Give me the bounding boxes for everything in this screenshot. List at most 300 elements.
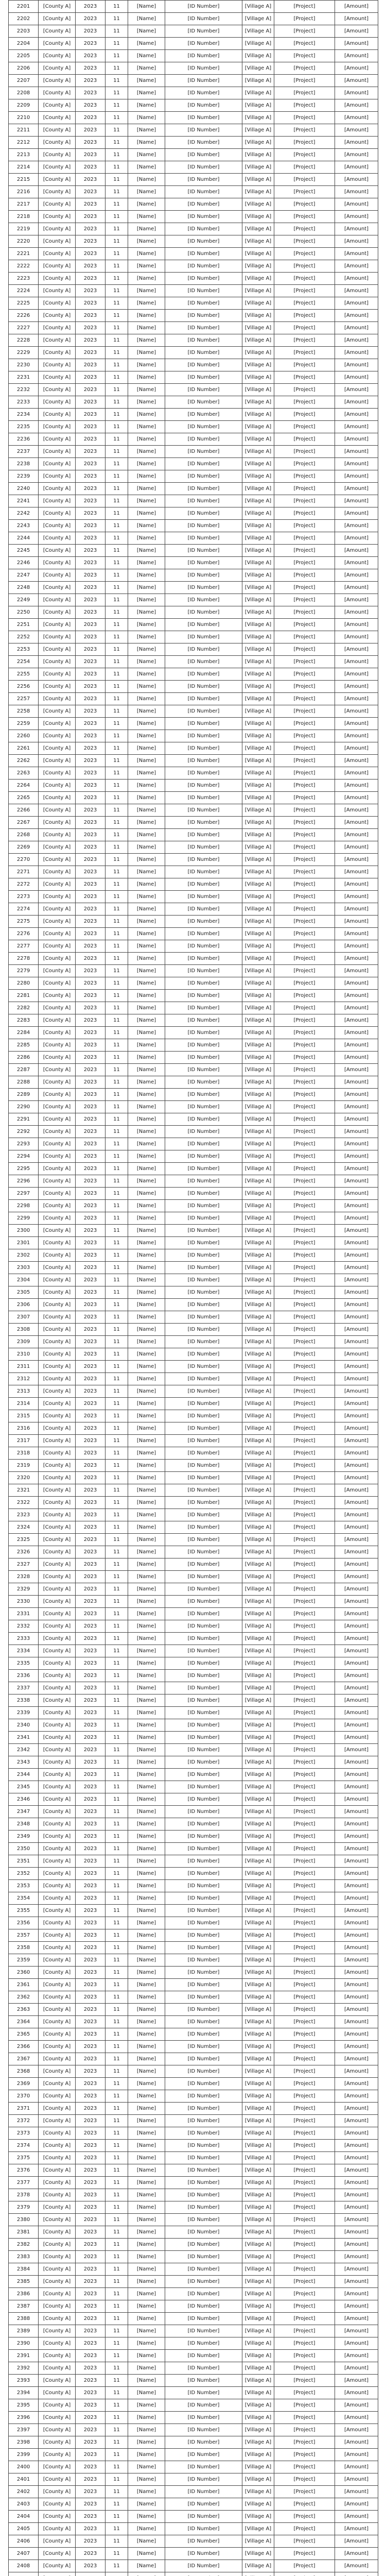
- amount-cell: [Amount]: [335, 2127, 378, 2140]
- year-cell: 2023: [76, 396, 106, 409]
- county-name-cell: [County A]: [39, 866, 76, 878]
- person-name-cell: [Name]: [128, 1027, 165, 1039]
- table-row: [9, 112, 378, 124]
- year-cell: 2023: [76, 2214, 106, 2226]
- village-name-cell: [Village A]: [242, 1249, 274, 1262]
- year-cell: 2023: [76, 2473, 106, 2486]
- year-cell: [76, 2572, 106, 2576]
- batch-cell: 11: [106, 2016, 128, 2028]
- batch-cell: 11: [106, 1497, 128, 1509]
- county-name-cell: [County A]: [39, 2350, 76, 2362]
- county-name-cell: [County A]: [39, 1521, 76, 1534]
- table-row: [9, 1806, 378, 1818]
- batch-cell: 11: [106, 112, 128, 124]
- id-number-cell: [ID Number]: [165, 50, 242, 62]
- year-cell: 2023: [76, 1484, 106, 1497]
- batch-cell: 11: [106, 520, 128, 532]
- row-number-cell: 2361: [9, 1979, 39, 1991]
- project-name-cell: [Project]: [274, 2288, 335, 2300]
- batch-cell: 11: [106, 1892, 128, 1905]
- row-number-cell: 2333: [9, 1633, 39, 1645]
- batch-cell: 11: [106, 1064, 128, 1076]
- row-number-cell: 2350: [9, 1843, 39, 1855]
- person-name-cell: [Name]: [128, 310, 165, 322]
- county-name-cell: [County A]: [39, 1175, 76, 1188]
- person-name-cell: [Name]: [128, 174, 165, 186]
- village-name-cell: [Village A]: [242, 2127, 274, 2140]
- person-name-cell: [Name]: [128, 619, 165, 631]
- amount-cell: [Amount]: [335, 495, 378, 507]
- amount-cell: [Amount]: [335, 2103, 378, 2115]
- batch-cell: 11: [106, 2300, 128, 2313]
- person-name-cell: [Name]: [128, 1422, 165, 1435]
- project-name-cell: [Project]: [274, 1818, 335, 1831]
- village-name-cell: [Village A]: [242, 297, 274, 310]
- village-name-cell: [Village A]: [242, 273, 274, 285]
- project-name-cell: [Project]: [274, 2263, 335, 2276]
- year-cell: 2023: [76, 878, 106, 891]
- table-row: [9, 1979, 378, 1991]
- row-number-cell: 2214: [9, 161, 39, 174]
- project-name-cell: [Project]: [274, 1472, 335, 1484]
- person-name-cell: [Name]: [128, 2486, 165, 2498]
- id-number-cell: [ID Number]: [165, 2004, 242, 2016]
- county-name-cell: [County A]: [39, 1435, 76, 1447]
- county-name-cell: [County A]: [39, 1954, 76, 1967]
- batch-cell: 11: [106, 2115, 128, 2127]
- year-cell: 2023: [76, 2449, 106, 2461]
- id-number-cell: [ID Number]: [165, 1546, 242, 1558]
- batch-cell: 11: [106, 804, 128, 817]
- project-name-cell: [Project]: [274, 953, 335, 965]
- county-name-cell: [County A]: [39, 1583, 76, 1596]
- amount-cell: [Amount]: [335, 1806, 378, 1818]
- county-name-cell: [County A]: [39, 965, 76, 977]
- person-name-cell: [Name]: [128, 928, 165, 940]
- person-name-cell: [Name]: [128, 2548, 165, 2560]
- amount-cell: [Amount]: [335, 446, 378, 458]
- project-name-cell: [Project]: [274, 1571, 335, 1583]
- batch-cell: 11: [106, 841, 128, 854]
- amount-cell: [Amount]: [335, 273, 378, 285]
- amount-cell: [Amount]: [335, 693, 378, 705]
- village-name-cell: [Village A]: [242, 916, 274, 928]
- project-name-cell: [Project]: [274, 2004, 335, 2016]
- county-name-cell: [County A]: [39, 149, 76, 161]
- id-number-cell: [ID Number]: [165, 1447, 242, 1460]
- village-name-cell: [Village A]: [242, 779, 274, 792]
- county-name-cell: [County A]: [39, 359, 76, 371]
- county-name-cell: [County A]: [39, 297, 76, 310]
- project-name-cell: [Project]: [274, 606, 335, 619]
- project-name-cell: [Project]: [274, 1336, 335, 1348]
- amount-cell: [Amount]: [335, 916, 378, 928]
- row-number-cell: 2342: [9, 1744, 39, 1756]
- table-row: [9, 2313, 378, 2325]
- table-row: [9, 804, 378, 817]
- amount-cell: [Amount]: [335, 260, 378, 273]
- row-number-cell: 2408: [9, 2560, 39, 2572]
- person-name-cell: [Name]: [128, 1979, 165, 1991]
- table-row: [9, 2226, 378, 2239]
- amount-cell: [Amount]: [335, 953, 378, 965]
- person-name-cell: [Name]: [128, 1484, 165, 1497]
- amount-cell: [Amount]: [335, 396, 378, 409]
- batch-cell: 11: [106, 557, 128, 569]
- person-name-cell: [Name]: [128, 161, 165, 174]
- batch-cell: 11: [106, 755, 128, 767]
- village-name-cell: [Village A]: [242, 38, 274, 50]
- row-number-cell: 2273: [9, 891, 39, 903]
- table-row: [9, 1744, 378, 1756]
- table-row: [9, 916, 378, 928]
- batch-cell: 11: [106, 2288, 128, 2300]
- year-cell: 2023: [76, 2424, 106, 2436]
- county-name-cell: [County A]: [39, 1497, 76, 1509]
- batch-cell: 11: [106, 458, 128, 470]
- project-name-cell: [Project]: [274, 2523, 335, 2535]
- batch-cell: 11: [106, 1868, 128, 1880]
- project-name-cell: [Project]: [274, 1113, 335, 1126]
- year-cell: 2023: [76, 2028, 106, 2041]
- batch-cell: 11: [106, 371, 128, 384]
- village-name-cell: [Village A]: [242, 384, 274, 396]
- table-row: [9, 421, 378, 433]
- row-number-cell: 2259: [9, 718, 39, 730]
- year-cell: 2023: [76, 2337, 106, 2350]
- project-name-cell: [Project]: [274, 817, 335, 829]
- batch-cell: 11: [106, 2140, 128, 2152]
- row-number-cell: 2210: [9, 112, 39, 124]
- year-cell: 2023: [76, 1249, 106, 1262]
- village-name-cell: [Village A]: [242, 854, 274, 866]
- project-name-cell: [Project]: [274, 532, 335, 545]
- amount-cell: [Amount]: [335, 1818, 378, 1831]
- amount-cell: [Amount]: [335, 928, 378, 940]
- county-name-cell: [County A]: [39, 2103, 76, 2115]
- id-number-cell: [ID Number]: [165, 2214, 242, 2226]
- id-number-cell: [ID Number]: [165, 1188, 242, 1200]
- row-number-cell: 2292: [9, 1126, 39, 1138]
- row-number-cell: 2277: [9, 940, 39, 953]
- person-name-cell: [Name]: [128, 1917, 165, 1929]
- village-name-cell: [242, 2572, 274, 2576]
- project-name-cell: [Project]: [274, 2103, 335, 2115]
- row-number-cell: 2344: [9, 1769, 39, 1781]
- row-number-cell: 2330: [9, 1596, 39, 1608]
- project-name-cell: [Project]: [274, 2041, 335, 2053]
- row-number-cell: 2372: [9, 2115, 39, 2127]
- person-name-cell: [Name]: [128, 13, 165, 25]
- row-number-cell: 2222: [9, 260, 39, 273]
- person-name-cell: [Name]: [128, 1311, 165, 1324]
- row-number-cell: 2237: [9, 446, 39, 458]
- amount-cell: [Amount]: [335, 977, 378, 990]
- village-name-cell: [Village A]: [242, 1126, 274, 1138]
- county-name-cell: [County A]: [39, 1620, 76, 1633]
- amount-cell: [Amount]: [335, 2313, 378, 2325]
- person-name-cell: [Name]: [128, 507, 165, 520]
- person-name-cell: [Name]: [128, 742, 165, 755]
- county-name-cell: [County A]: [39, 1694, 76, 1707]
- table-row: [9, 681, 378, 693]
- county-name-cell: [County A]: [39, 1150, 76, 1163]
- year-cell: 2023: [76, 1694, 106, 1707]
- county-name-cell: [County A]: [39, 1744, 76, 1756]
- id-number-cell: [ID Number]: [165, 1818, 242, 1831]
- person-name-cell: [Name]: [128, 248, 165, 260]
- table-row: [9, 50, 378, 62]
- row-number-cell: 2356: [9, 1917, 39, 1929]
- table-row: [9, 2065, 378, 2078]
- person-name-cell: [Name]: [128, 421, 165, 433]
- id-number-cell: [ID Number]: [165, 1571, 242, 1583]
- village-name-cell: [Village A]: [242, 977, 274, 990]
- id-number-cell: [ID Number]: [165, 940, 242, 953]
- row-number-cell: 2241: [9, 495, 39, 507]
- year-cell: 2023: [76, 606, 106, 619]
- project-name-cell: [Project]: [274, 421, 335, 433]
- county-name-cell: [County A]: [39, 1571, 76, 1583]
- amount-cell: [Amount]: [335, 668, 378, 681]
- year-cell: 2023: [76, 1497, 106, 1509]
- project-name-cell: [Project]: [274, 1076, 335, 1089]
- table-row: [9, 1324, 378, 1336]
- county-name-cell: [County A]: [39, 310, 76, 322]
- batch-cell: 11: [106, 2239, 128, 2251]
- row-number-cell: 2386: [9, 2288, 39, 2300]
- village-name-cell: [Village A]: [242, 2065, 274, 2078]
- id-number-cell: [ID Number]: [165, 631, 242, 643]
- year-cell: 2023: [76, 347, 106, 359]
- year-cell: 2023: [76, 2548, 106, 2560]
- batch-cell: 11: [106, 1682, 128, 1694]
- batch-cell: 11: [106, 2399, 128, 2412]
- id-number-cell: [ID Number]: [165, 13, 242, 25]
- county-name-cell: [County A]: [39, 1002, 76, 1014]
- project-name-cell: [Project]: [274, 2115, 335, 2127]
- row-number-cell: 2283: [9, 1014, 39, 1027]
- project-name-cell: [Project]: [274, 1546, 335, 1558]
- person-name-cell: [Name]: [128, 755, 165, 767]
- county-name-cell: [County A]: [39, 2016, 76, 2028]
- project-name-cell: [Project]: [274, 2053, 335, 2065]
- person-name-cell: [Name]: [128, 891, 165, 903]
- id-number-cell: [ID Number]: [165, 495, 242, 507]
- county-name-cell: [County A]: [39, 2300, 76, 2313]
- batch-cell: 11: [106, 1744, 128, 1756]
- amount-cell: [Amount]: [335, 1249, 378, 1262]
- year-cell: 2023: [76, 569, 106, 582]
- table-row: [9, 285, 378, 297]
- village-name-cell: [Village A]: [242, 1645, 274, 1657]
- project-name-cell: [Project]: [274, 371, 335, 384]
- project-name-cell: [Project]: [274, 594, 335, 606]
- village-name-cell: [Village A]: [242, 1657, 274, 1670]
- project-name-cell: [Project]: [274, 260, 335, 273]
- year-cell: 2023: [76, 2140, 106, 2152]
- row-number-cell: 2354: [9, 1892, 39, 1905]
- year-cell: 2023: [76, 124, 106, 137]
- village-name-cell: [Village A]: [242, 458, 274, 470]
- person-name-cell: [Name]: [128, 2028, 165, 2041]
- row-number-cell: 2375: [9, 2152, 39, 2164]
- batch-cell: 11: [106, 1126, 128, 1138]
- county-name-cell: [County A]: [39, 13, 76, 25]
- batch-cell: 11: [106, 124, 128, 137]
- row-number-cell: 2254: [9, 656, 39, 668]
- project-name-cell: [Project]: [274, 2387, 335, 2399]
- amount-cell: [Amount]: [335, 2226, 378, 2239]
- person-name-cell: [Name]: [128, 1200, 165, 1212]
- amount-cell: [Amount]: [335, 1979, 378, 1991]
- batch-cell: 11: [106, 50, 128, 62]
- year-cell: 2023: [76, 1608, 106, 1620]
- project-name-cell: [Project]: [274, 1274, 335, 1286]
- row-number-cell: 2312: [9, 1373, 39, 1385]
- village-name-cell: [Village A]: [242, 2412, 274, 2424]
- row-number-cell: 2352: [9, 1868, 39, 1880]
- amount-cell: [Amount]: [335, 1484, 378, 1497]
- county-name-cell: [County A]: [39, 1262, 76, 1274]
- person-name-cell: [Name]: [128, 1014, 165, 1027]
- person-name-cell: [Name]: [128, 1831, 165, 1843]
- row-number-cell: 2394: [9, 2387, 39, 2399]
- project-name-cell: [Project]: [274, 235, 335, 248]
- project-name-cell: [Project]: [274, 792, 335, 804]
- project-name-cell: [Project]: [274, 2473, 335, 2486]
- county-name-cell: [County A]: [39, 1991, 76, 2004]
- table-row: [9, 149, 378, 161]
- id-number-cell: [ID Number]: [165, 1583, 242, 1596]
- county-name-cell: [County A]: [39, 1089, 76, 1101]
- table-row: [9, 260, 378, 273]
- id-number-cell: [ID Number]: [165, 2078, 242, 2090]
- year-cell: 2023: [76, 928, 106, 940]
- project-name-cell: [Project]: [274, 779, 335, 792]
- table-row: [9, 2152, 378, 2164]
- id-number-cell: [ID Number]: [165, 742, 242, 755]
- amount-cell: [Amount]: [335, 334, 378, 347]
- row-number-cell: 2362: [9, 1991, 39, 2004]
- row-number-cell: 2275: [9, 916, 39, 928]
- village-name-cell: [Village A]: [242, 730, 274, 742]
- person-name-cell: [Name]: [128, 2449, 165, 2461]
- table-row: [9, 1509, 378, 1521]
- amount-cell: [Amount]: [335, 1262, 378, 1274]
- county-name-cell: [County A]: [39, 75, 76, 87]
- year-cell: 2023: [76, 1014, 106, 1027]
- project-name-cell: [Project]: [274, 1645, 335, 1657]
- person-name-cell: [Name]: [128, 2300, 165, 2313]
- batch-cell: 11: [106, 1769, 128, 1781]
- row-number-cell: 2310: [9, 1348, 39, 1361]
- id-number-cell: [ID Number]: [165, 545, 242, 557]
- village-name-cell: [Village A]: [242, 75, 274, 87]
- person-name-cell: [Name]: [128, 1175, 165, 1188]
- village-name-cell: [Village A]: [242, 1682, 274, 1694]
- row-number-cell: 2396: [9, 2412, 39, 2424]
- amount-cell: [Amount]: [335, 1014, 378, 1027]
- project-name-cell: [Project]: [274, 470, 335, 483]
- project-name-cell: [Project]: [274, 2424, 335, 2436]
- id-number-cell: [ID Number]: [165, 2412, 242, 2424]
- id-number-cell: [ID Number]: [165, 1286, 242, 1299]
- project-name-cell: [Project]: [274, 854, 335, 866]
- row-number-cell: 2398: [9, 2436, 39, 2449]
- project-name-cell: [Project]: [274, 1707, 335, 1719]
- table-row: [9, 1694, 378, 1707]
- row-number-cell: 2306: [9, 1299, 39, 1311]
- county-name-cell: [County A]: [39, 50, 76, 62]
- table-row: [9, 779, 378, 792]
- batch-cell: 11: [106, 2548, 128, 2560]
- batch-cell: 11: [106, 1967, 128, 1979]
- row-number-cell: 2288: [9, 1076, 39, 1089]
- person-name-cell: [Name]: [128, 2004, 165, 2016]
- county-name-cell: [County A]: [39, 656, 76, 668]
- person-name-cell: [Name]: [128, 186, 165, 198]
- county-name-cell: [County A]: [39, 2473, 76, 2486]
- row-number-cell: 2391: [9, 2350, 39, 2362]
- amount-cell: [Amount]: [335, 1052, 378, 1064]
- row-number-cell: 2229: [9, 347, 39, 359]
- amount-cell: [Amount]: [335, 149, 378, 161]
- table-row: [9, 75, 378, 87]
- table-row: [9, 124, 378, 137]
- project-name-cell: [Project]: [274, 99, 335, 112]
- id-number-cell: [ID Number]: [165, 891, 242, 903]
- person-name-cell: [Name]: [128, 1546, 165, 1558]
- year-cell: 2023: [76, 2090, 106, 2103]
- batch-cell: 11: [106, 1027, 128, 1039]
- village-name-cell: [Village A]: [242, 2103, 274, 2115]
- id-number-cell: [ID Number]: [165, 2473, 242, 2486]
- id-number-cell: [ID Number]: [165, 2300, 242, 2313]
- county-name-cell: [County A]: [39, 1027, 76, 1039]
- id-number-cell: [ID Number]: [165, 409, 242, 421]
- person-name-cell: [Name]: [128, 545, 165, 557]
- row-number-cell: 2233: [9, 396, 39, 409]
- batch-cell: 11: [106, 1212, 128, 1225]
- project-name-cell: [Project]: [274, 1039, 335, 1052]
- person-name-cell: [Name]: [128, 2263, 165, 2276]
- project-name-cell: [Project]: [274, 13, 335, 25]
- project-name-cell: [Project]: [274, 1422, 335, 1435]
- row-number-cell: 2212: [9, 137, 39, 149]
- project-name-cell: [Project]: [274, 2276, 335, 2288]
- year-cell: 2023: [76, 1348, 106, 1361]
- village-name-cell: [Village A]: [242, 1101, 274, 1113]
- village-name-cell: [Village A]: [242, 2115, 274, 2127]
- row-number-cell: 2314: [9, 1398, 39, 1410]
- person-name-cell: [Name]: [128, 409, 165, 421]
- year-cell: 2023: [76, 2313, 106, 2325]
- year-cell: 2023: [76, 1472, 106, 1484]
- project-name-cell: [Project]: [274, 1249, 335, 1262]
- county-name-cell: [County A]: [39, 953, 76, 965]
- amount-cell: [Amount]: [335, 2239, 378, 2251]
- batch-cell: 11: [106, 1200, 128, 1212]
- county-name-cell: [County A]: [39, 742, 76, 755]
- year-cell: 2023: [76, 446, 106, 458]
- year-cell: 2023: [76, 990, 106, 1002]
- year-cell: 2023: [76, 421, 106, 433]
- county-name-cell: [County A]: [39, 557, 76, 569]
- project-name-cell: [Project]: [274, 1286, 335, 1299]
- table-row: [9, 2473, 378, 2486]
- project-name-cell: [Project]: [274, 62, 335, 75]
